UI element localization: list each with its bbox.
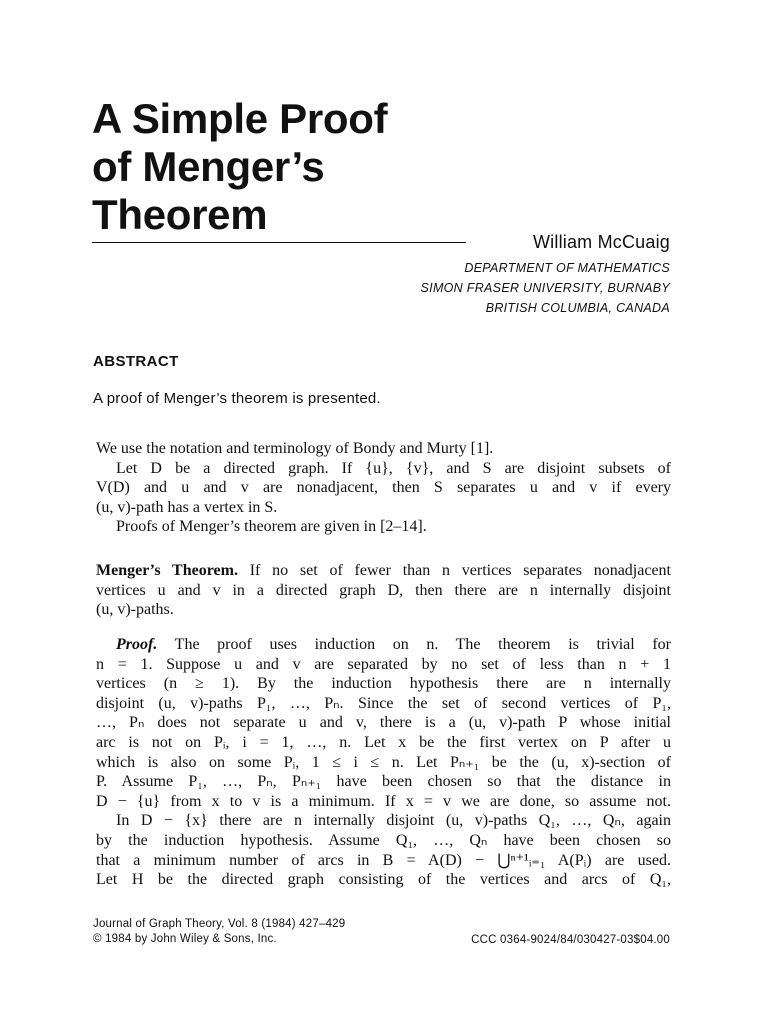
intro-line: V(D) and u and v are nonadjacent, then S separates u and v if every	[96, 479, 671, 497]
proof-line: In D − {x} there are n internally disjoint (u, v)-paths Q₁, …, Qₙ, again	[116, 812, 671, 830]
intro-line: Proofs of Menger’s theorem are given in [2–14].	[116, 518, 427, 536]
proof-line: arc is not on Pᵢ, i = 1, …, n. Let x be the first vertex on P after u	[96, 733, 671, 751]
abstract-heading: ABSTRACT	[93, 353, 179, 370]
intro-line: (u, v)-path has a vertex in S.	[96, 498, 278, 516]
theorem-line: (u, v)-paths.	[96, 601, 174, 619]
journal-citation	[93, 917, 345, 947]
abstract-text: A proof of Menger’s theorem is presented.	[93, 390, 381, 407]
journal-name: Journal of Graph Theory, Vol. 8 (1984) 427–429	[93, 918, 346, 930]
proof-line	[96, 635, 671, 655]
title-line-1: A Simple Proof	[92, 95, 388, 142]
title-rule	[92, 242, 466, 243]
intro-line: We use the notation and terminology of Bondy and Murty [1].	[96, 440, 494, 457]
copyright-notice: © 1984 by John Wiley & Sons, Inc.	[93, 933, 277, 945]
affiliation-line-2: SIMON FRASER UNIVERSITY, BURNABY	[420, 281, 670, 295]
intro-paragraph	[96, 439, 671, 537]
proof-line: by the induction hypothesis. Assume Q₁, …, Qₙ have been chosen so	[96, 831, 671, 849]
ccc-code: CCC 0364-9024/84/030427-03$04.00	[471, 934, 670, 946]
affiliation-line-3: BRITISH COLUMBIA, CANADA	[485, 301, 670, 315]
theorem-text: If no set of fewer than n vertices separates nonadjacent	[237, 562, 671, 579]
proof-label: Proof.	[116, 636, 158, 653]
proof-line: which is also on some Pᵢ, 1 ≤ i ≤ n. Let Pₙ₊₁ be the (u, x)-section of	[96, 753, 671, 771]
title-line-3: Theorem	[92, 191, 268, 238]
proof-line: disjoint (u, v)-paths P₁, …, Pₙ. Since the set of second vertices of P₁,	[96, 694, 671, 712]
title-line-2: of Menger’s	[92, 143, 325, 190]
proof-line: that a minimum number of arcs in B = A(D) − ⋃ⁿ⁺¹ᵢ₌₁ A(Pᵢ) are used.	[96, 851, 671, 869]
intro-line: Let D be a directed graph. If {u}, {v}, and S are disjoint subsets of	[116, 459, 671, 477]
proof-line: D − {u} from x to v is a minimum. If x = v we are done, so assume not.	[96, 792, 671, 810]
proof-line: Let H be the directed graph consisting of the vertices and arcs of Q₁,	[96, 871, 671, 889]
affiliation-line-1: DEPARTMENT OF MATHEMATICS	[464, 261, 670, 275]
proof-line: …, Pₙ does not separate u and v, there is a (u, v)-path P whose initial	[96, 714, 671, 732]
proof-text: The proof uses induction on n. The theorem is trivial for	[157, 636, 671, 653]
proof-line: n = 1. Suppose u and v are separated by no set of less than n + 1	[96, 655, 671, 673]
author-name: William McCuaig	[532, 232, 670, 252]
paper-title	[92, 95, 512, 239]
theorem-line	[96, 561, 671, 581]
theorem-label: Menger’s Theorem.	[96, 562, 238, 579]
proof-paragraph	[96, 635, 671, 890]
theorem-statement	[96, 561, 671, 620]
theorem-line: vertices u and v in a directed graph D, then there are n internally disjoint	[96, 581, 671, 599]
proof-line: P. Assume P₁, …, Pₙ, Pₙ₊₁ have been chosen so that the distance in	[96, 773, 671, 791]
proof-line: vertices (n ≥ 1). By the induction hypothesis there are n internally	[96, 675, 671, 693]
